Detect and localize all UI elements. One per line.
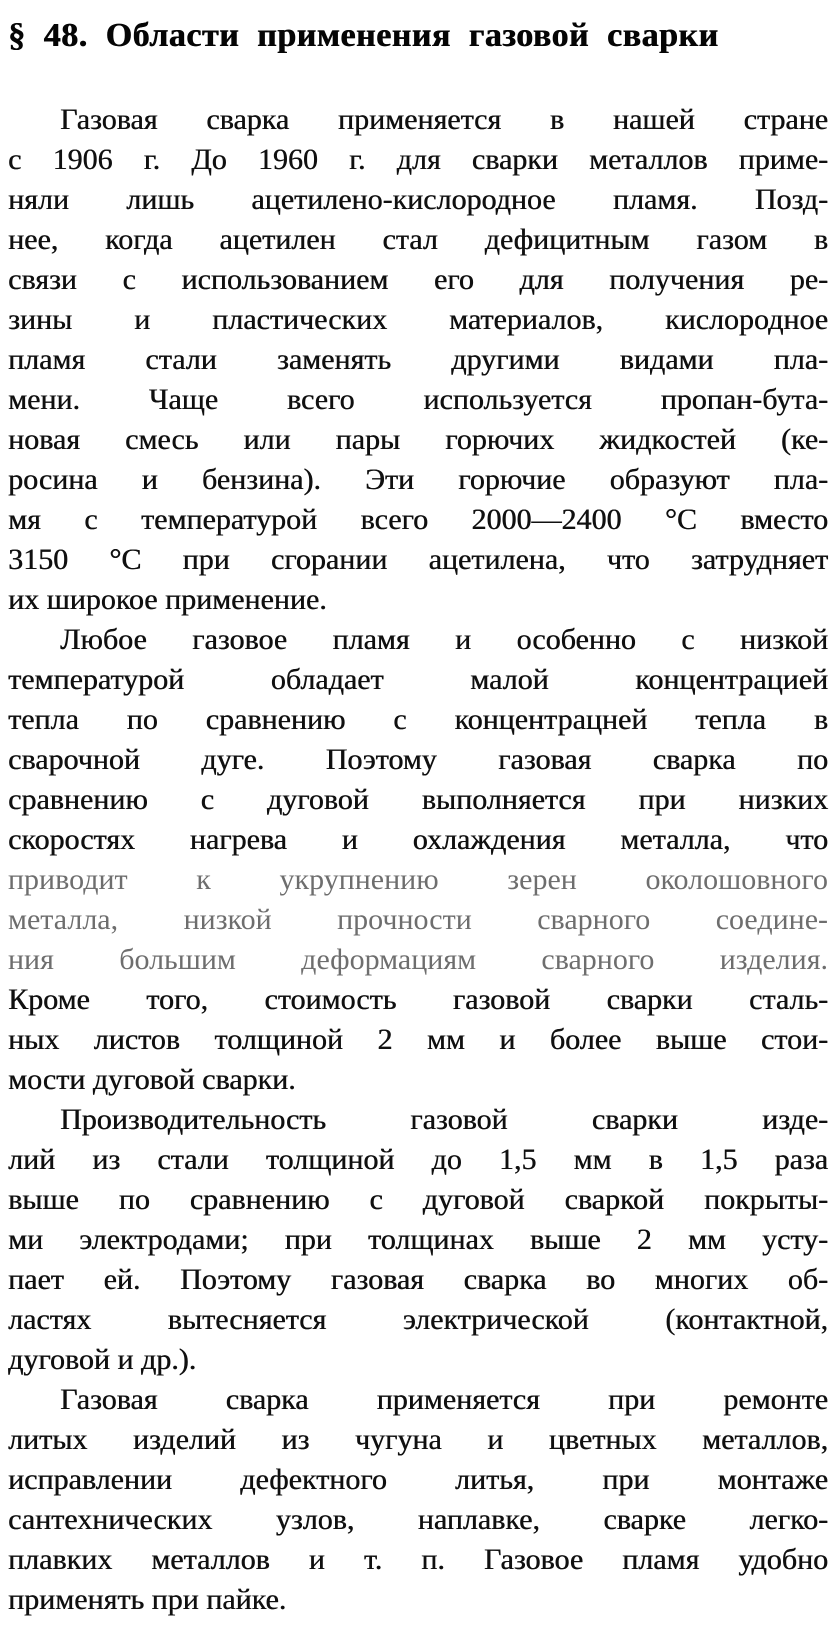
text-line: новая смесь или пары горючих жидкостей (ке-	[8, 423, 828, 456]
text-line: нее, когда ацетилен стал дефицитным газом в	[8, 223, 828, 256]
text-line: Газовая сварка применяется в нашей стране	[60, 103, 828, 136]
text-line: мени. Чаще всего используется пропан-бута-	[8, 383, 828, 416]
paragraph	[8, 1100, 828, 1380]
text-line: ми электродами; при толщинах выше 2 мм усту-	[8, 1223, 828, 1256]
section-heading: § 48. Области применения газовой сварки	[8, 17, 719, 54]
text-line: 3150 °С при сгорании ацетилена, что затрудняет	[8, 543, 828, 576]
text-line: ластях вытесняется электрической (контактной,	[8, 1303, 828, 1336]
text-line: ных листов толщиной 2 мм и более выше стои-	[8, 1023, 828, 1056]
text-line: пает ей. Поэтому газовая сварка во многих об-	[8, 1263, 828, 1296]
paragraph	[8, 620, 828, 1100]
text-line: ния большим деформациям сварного изделия.	[8, 943, 828, 976]
text-line: сантехнических узлов, наплавке, сварке легко-	[8, 1503, 828, 1536]
paragraph	[8, 100, 828, 620]
text-block	[8, 100, 828, 1620]
text-line: применять при пайке.	[8, 1583, 287, 1616]
text-line: сравнению с дуговой выполняется при низких	[8, 783, 828, 816]
text-line: мя с температурой всего 2000—2400 °С вместо	[8, 503, 828, 536]
text-line: температурой обладает малой концентрацией	[8, 663, 828, 696]
text-line: металла, низкой прочности сварного соедине-	[8, 903, 828, 936]
paragraph	[8, 1380, 828, 1620]
text-line: с 1906 г. До 1960 г. для сварки металлов приме-	[8, 143, 828, 176]
text-line: пламя стали заменять другими видами пла-	[8, 343, 828, 376]
text-line: выше по сравнению с дуговой сваркой покрыты-	[8, 1183, 828, 1216]
text-line: росина и бензина). Эти горючие образуют пла-	[8, 463, 828, 496]
text-line: Любое газовое пламя и особенно с низкой	[60, 623, 828, 656]
text-line: литых изделий из чугуна и цветных металлов,	[8, 1423, 828, 1456]
text-line: лий из стали толщиной до 1,5 мм в 1,5 раза	[8, 1143, 828, 1176]
text-line: Кроме того, стоимость газовой сварки сталь-	[8, 983, 828, 1016]
text-line: их широкое применение.	[8, 583, 327, 616]
text-line: приводит к укрупнению зерен околошовного	[8, 863, 828, 896]
text-line: Газовая сварка применяется при ремонте	[60, 1383, 828, 1416]
text-line: исправлении дефектного литья, при монтаже	[8, 1463, 828, 1496]
text-line: няли лишь ацетилено-кислородное пламя. Позд-	[8, 183, 828, 216]
text-line: Производительность газовой сварки изде-	[60, 1103, 828, 1136]
text-line: дуговой и др.).	[8, 1343, 197, 1376]
text-line: плавких металлов и т. п. Газовое пламя удобно	[8, 1543, 828, 1576]
text-line: сварочной дуге. Поэтому газовая сварка по	[8, 743, 828, 776]
text-line: связи с использованием его для получения ре-	[8, 263, 828, 296]
text-line: мости дуговой сварки.	[8, 1063, 296, 1096]
text-line: скоростях нагрева и охлаждения металла, что	[8, 823, 828, 856]
text-line: тепла по сравнению с концентрацней тепла в	[8, 703, 828, 736]
text-line: зины и пластических материалов, кислородное	[8, 303, 828, 336]
